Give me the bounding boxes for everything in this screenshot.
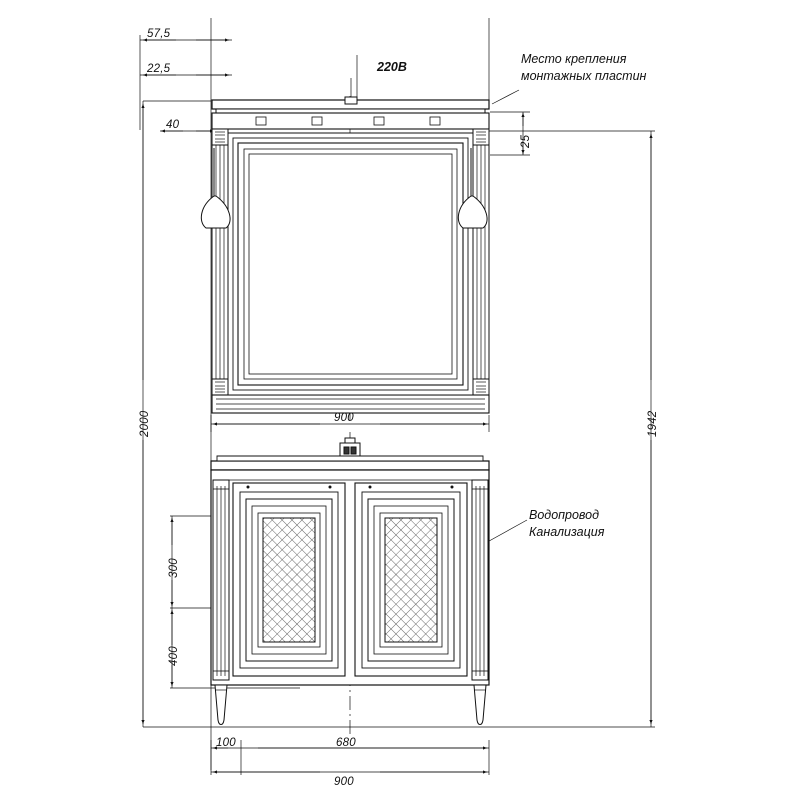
label-power-220v: 220В	[377, 60, 407, 74]
label-mounting-plates-line2: монтажных пластин	[521, 69, 647, 83]
dim-right-offset-25: 25	[520, 134, 532, 148]
label-mounting-plates-line1: Место крепления	[521, 52, 627, 66]
dim-right-height-1942: 1942	[647, 410, 659, 437]
dim-foot-offset-100: 100	[216, 737, 236, 749]
label-plumbing-line1: Водопровод	[529, 508, 600, 522]
dim-left-offset-40: 40	[166, 119, 180, 131]
label-plumbing-line2: Канализация	[529, 525, 605, 539]
dim-cabinet-inner-width-680: 680	[336, 737, 356, 749]
dim-cabinet-upper-300: 300	[168, 558, 180, 578]
dim-cabinet-lower-400: 400	[168, 646, 180, 666]
dim-mirror-width-900: 900	[334, 412, 354, 424]
dim-top-offset-1: 57,5	[147, 28, 171, 40]
dim-bottom-width-900: 900	[334, 776, 354, 788]
dim-top-offset-2: 22,5	[147, 63, 171, 75]
dim-total-height-2000: 2000	[139, 410, 151, 437]
